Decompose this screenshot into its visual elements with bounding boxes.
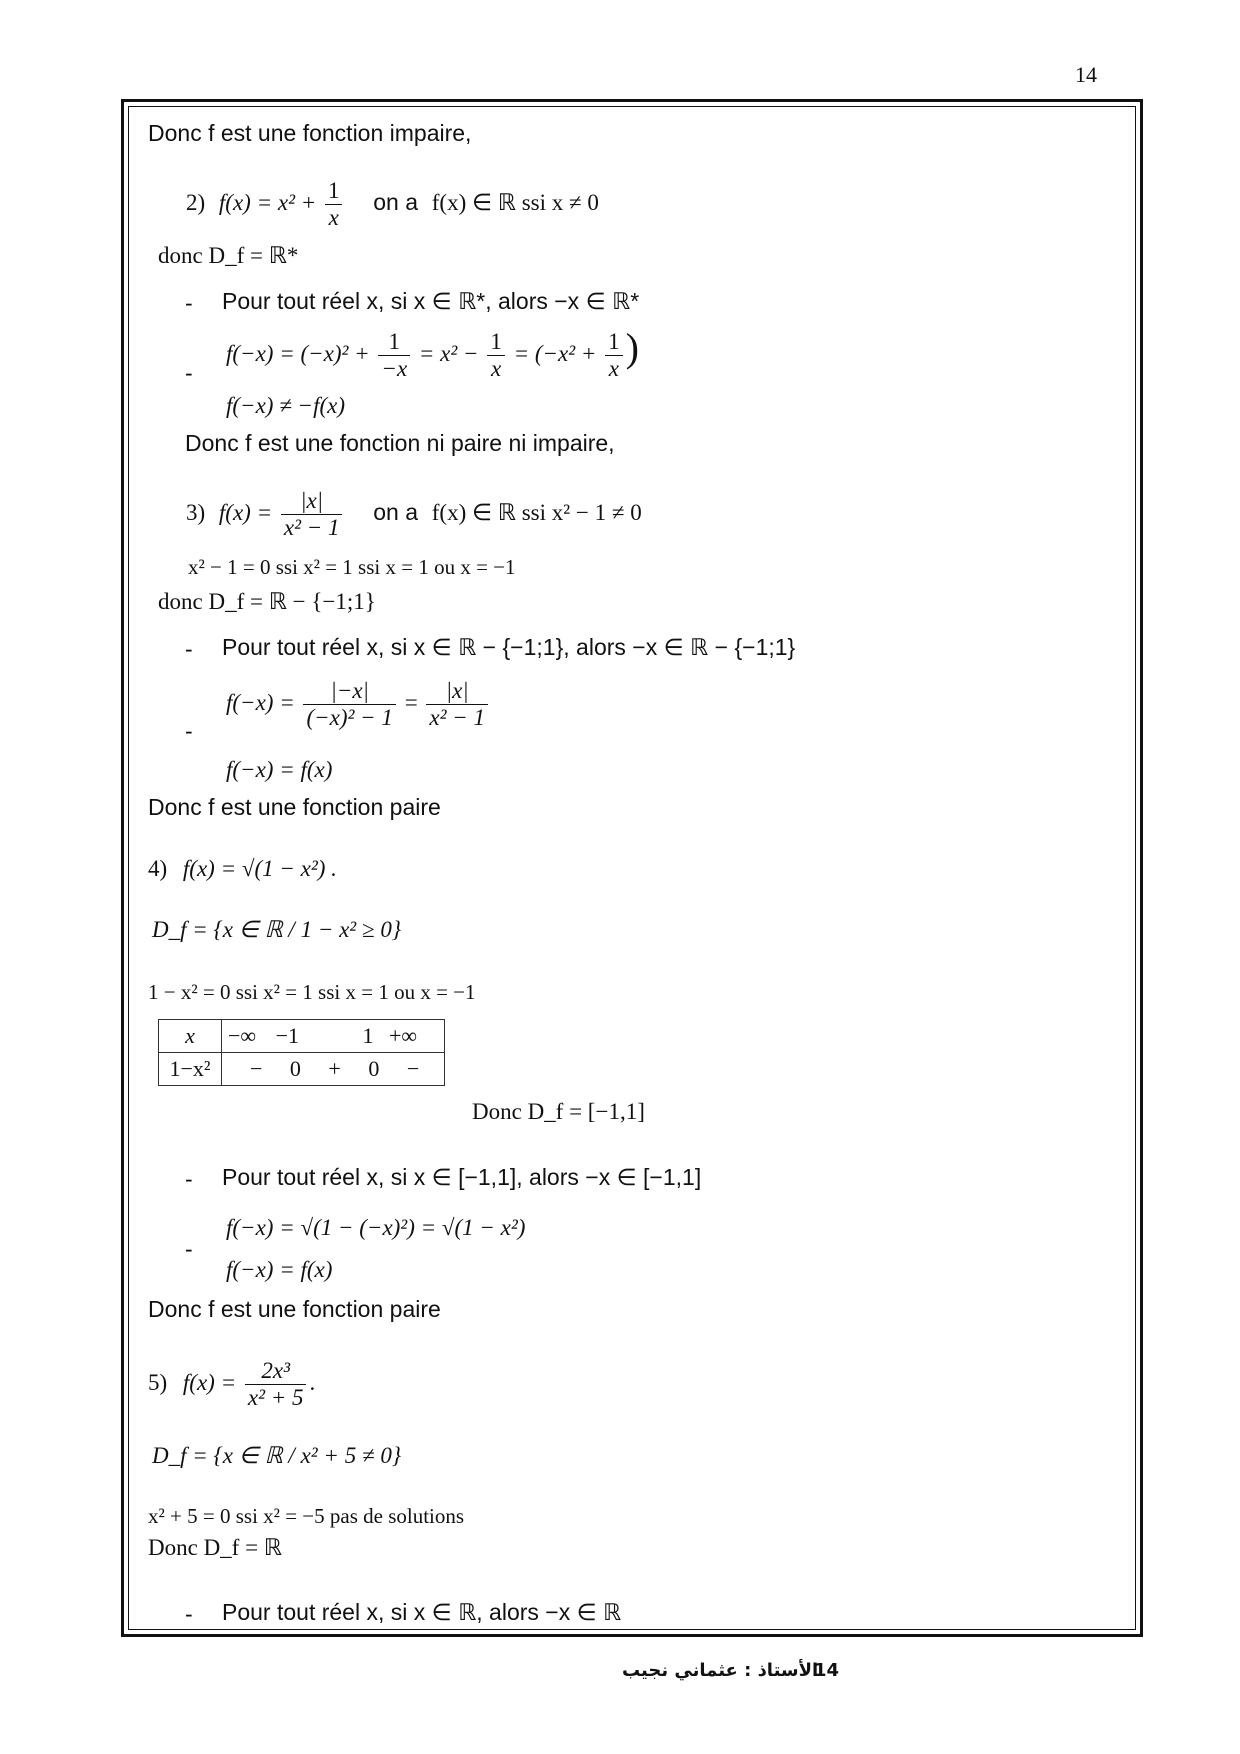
fraction-denominator: x [608,356,619,382]
footer-author: الأستاذ : عثماني نجيب [622,1660,819,1681]
exercise-3-calculation [226,678,491,732]
table-cell: + [328,1056,341,1081]
exercise-4-domain: Donc D_f = [−1,1] [472,1099,645,1124]
exercise-5-definition [148,1358,315,1412]
exercise-2-condition: f(x) ∈ ℝ ssi x ≠ 0 [431,190,599,216]
exercise-3-domain: donc D_f = ℝ − {−1;1} [158,589,376,614]
calc-part: f(−x) = (−x)² + [226,341,376,366]
table-cell: 0 [368,1056,380,1081]
sign-table-header-expr: 1−x² [159,1053,222,1086]
exercise-3-solve: x² − 1 = 0 ssi x² = 1 ssi x = 1 ou x = −1 [188,555,516,579]
calc-part: f(−x) = [226,690,301,716]
sign-table-values [222,1020,445,1053]
calc-fraction [303,678,395,732]
bullet-dash: - [185,290,193,316]
fraction-numerator: |x| [426,678,488,705]
fraction-denominator: x² + 5 [247,1385,304,1411]
exercise-3-fraction [281,488,343,542]
bullet-dash: - [185,360,193,386]
exercise-3-equality: f(−x) = f(x) [226,757,333,782]
exercise-5-fraction [245,1358,307,1412]
sign-table-row-expr [159,1053,445,1086]
fraction-numerator: 1 [325,178,343,205]
exercise-3-condition: f(x) ∈ ℝ ssi x² − 1 ≠ 0 [431,500,642,526]
exercise-4-function: f(x) = √(1 − x²) . [182,856,337,881]
bullet-dash: - [185,1236,193,1262]
table-cell: −1 [275,1023,300,1048]
exercise-2-fraction [325,178,343,232]
sign-table-row-x [159,1020,445,1053]
calc-fraction [487,329,505,383]
exercise-4-domain-set: D_f = {x ∈ ℝ / 1 − x² ≥ 0} [152,917,402,942]
table-cell: +∞ [389,1023,418,1048]
fraction-numerator: 1 [605,329,623,356]
calc-fraction [378,329,410,383]
exercise-3-on-a: on a [373,499,418,526]
calc-part: ) [625,325,639,370]
exercise-3-conclusion: Donc f est une fonction paire [148,794,441,820]
exercise-2-calculation [226,325,639,383]
footer-page-number: 14 [814,1660,840,1681]
exercise-5-number: 5) [148,1370,168,1396]
exercise-4-equality: f(−x) = f(x) [226,1257,333,1282]
table-cell: − [406,1056,420,1081]
exercise-4-conclusion: Donc f est une fonction paire [148,1296,441,1322]
fraction-denominator: −x [381,356,408,382]
table-cell: 1 [362,1023,374,1048]
definition-end: . [309,1370,316,1396]
calc-part: = [404,690,424,716]
fraction-numerator: |−x| [303,678,395,705]
exercise-5-domain: Donc D_f = ℝ [148,1535,283,1560]
fraction-numerator: 2x³ [245,1358,307,1385]
calc-part: = x² − [418,341,485,366]
table-cell: 0 [289,1056,301,1081]
table-cell: −∞ [228,1023,257,1048]
bullet-dash: - [185,1166,193,1192]
exercise-2-inequality: f(−x) ≠ −f(x) [226,393,345,418]
exercise-5-domain-set: D_f = {x ∈ ℝ / x² + 5 ≠ 0} [152,1443,402,1468]
exercise-5-bullet-1: Pour tout réel x, si x ∈ ℝ, alors −x ∈ ℝ [222,1599,622,1625]
calc-fraction [605,329,623,383]
table-cell: − [250,1056,263,1081]
exercise-4-number: 4) [148,856,168,881]
exercise-2-on-a: on a [373,189,418,216]
fraction-denominator: x [328,205,339,231]
exercise-2-bullet-1: Pour tout réel x, si x ∈ ℝ*, alors −x ∈ ℝ* [222,288,640,314]
bullet-dash: - [185,1601,193,1627]
bullet-dash: - [185,636,193,662]
sign-table-header-x: x [159,1020,222,1053]
exercise-3-bullet-1: Pour tout réel x, si x ∈ ℝ − {−1;1}, alors −x ∈ ℝ − {−1;1} [222,634,796,660]
calc-fraction [426,678,488,732]
fraction-denominator: x² − 1 [283,515,340,541]
exercise-5-lhs: f(x) = [182,1370,242,1396]
exercise-2-lhs: f(x) = x² + [218,190,322,216]
page-number-top: 14 [1075,62,1097,87]
exercise-4-solve: 1 − x² = 0 ssi x² = 1 ssi x = 1 ou x = −1 [148,980,476,1004]
conclusion-odd: Donc f est une fonction impaire, [148,120,472,146]
exercise-4-definition [148,857,337,880]
bullet-dash: - [185,718,193,744]
fraction-denominator: x [490,356,502,382]
fraction-numerator: 1 [487,329,505,356]
exercise-4-calculation: f(−x) = √(1 − (−x)²) = √(1 − x²) [226,1215,526,1240]
exercise-2-definition [186,178,599,232]
exercise-2-domain: donc D_f = ℝ* [158,243,299,268]
exercise-3-lhs: f(x) = [218,500,278,526]
calc-part: = (−x² + [513,341,603,366]
fraction-numerator: |x| [281,488,343,515]
sign-table-signs [222,1053,445,1086]
exercise-2-conclusion: Donc f est une fonction ni paire ni impaire, [185,430,615,456]
exercise-3-number: 3) [186,500,206,526]
exercise-4-bullet-1: Pour tout réel x, si x ∈ [−1,1], alors −x ∈ [−1,1] [222,1164,702,1190]
exercise-3-definition [186,488,642,542]
exercise-2-number: 2) [186,190,206,216]
fraction-denominator: x² − 1 [429,705,486,731]
fraction-denominator: (−x)² − 1 [306,705,393,731]
fraction-numerator: 1 [378,329,410,356]
sign-table [158,1019,445,1086]
exercise-5-solve: x² + 5 = 0 ssi x² = −5 pas de solutions [148,1504,465,1528]
